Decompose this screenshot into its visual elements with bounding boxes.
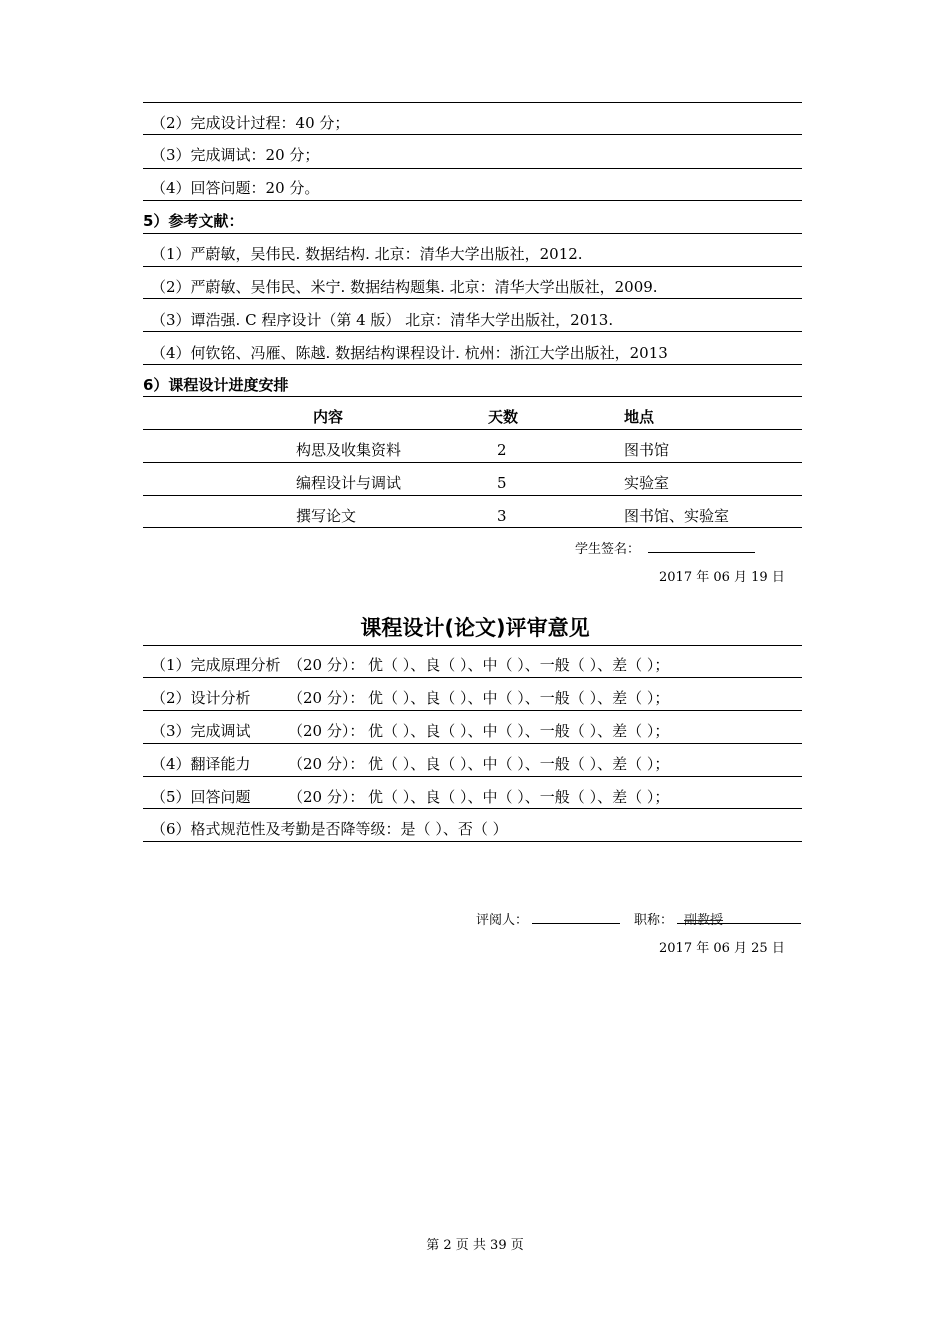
- review-item-grades: 优（ ）、良（ ）、中（ ）、一般（ ）、差（ ）；: [368, 755, 670, 773]
- reference-item: （3）谭浩强. C 程序设计（第 4 版） 北京：清华大学出版社，2013.: [151, 311, 614, 329]
- rule: [143, 266, 802, 267]
- review-item-label: （4）翻译能力: [151, 755, 251, 773]
- rule: [143, 743, 802, 744]
- schedule-cell: 撰写论文: [296, 507, 357, 525]
- rule: [143, 677, 802, 678]
- reference-item: （2）严蔚敏、吴伟民、米宁. 数据结构题集. 北京：清华大学出版社，2009.: [151, 278, 658, 296]
- rule: [143, 776, 802, 777]
- title-label: 职称：: [634, 913, 674, 928]
- title-value: 副教授: [684, 913, 724, 928]
- schedule-cell: 5: [497, 474, 507, 492]
- schedule-col-content: 内容: [313, 408, 344, 426]
- rule: [143, 841, 802, 842]
- rule: [143, 396, 802, 397]
- rule: [143, 495, 802, 496]
- schedule-cell: 图书馆、实验室: [624, 507, 730, 525]
- rule: [143, 233, 802, 234]
- page-footer: 第 2 页 共 39 页: [426, 1238, 524, 1253]
- schedule-col-place: 地点: [624, 408, 655, 426]
- schedule-cell: 图书馆: [624, 441, 670, 459]
- student-sign-date: 2017 年 06 月 19 日: [659, 570, 785, 585]
- review-date: 2017 年 06 月 25 日: [659, 941, 785, 956]
- reviewer-label: 评阅人：: [476, 913, 529, 928]
- rule: [143, 331, 802, 332]
- grading-item: （4）回答问题：20 分。: [151, 179, 320, 197]
- rule: [143, 364, 802, 365]
- schedule-cell: 编程设计与调试: [296, 474, 402, 492]
- schedule-cell: 2: [497, 441, 507, 459]
- rule: [143, 462, 802, 463]
- reference-item: （1）严蔚敏，吴伟民. 数据结构. 北京：清华大学出版社，2012.: [151, 245, 583, 263]
- rule: [143, 168, 802, 169]
- review-title: 课程设计(论文)评审意见: [360, 616, 590, 640]
- schedule-col-days: 天数: [488, 408, 519, 426]
- schedule-cell: 构思及收集资料: [296, 441, 402, 459]
- review-item-label: （1）完成原理分析: [151, 656, 281, 674]
- review-item-grades: 优（ ）、良（ ）、中（ ）、一般（ ）、差（ ）；: [368, 788, 670, 806]
- review-item-score: （20 分）：: [288, 755, 365, 773]
- rule: [143, 808, 802, 809]
- rule: [143, 429, 802, 430]
- rule: [143, 134, 802, 135]
- grading-item: （2）完成设计过程：40 分；: [151, 114, 350, 132]
- review-format-item: （6）格式规范性及考勤是否降等级：是（ ）、否（ ）: [151, 820, 508, 838]
- grading-item: （3）完成调试：20 分；: [151, 146, 320, 164]
- rule: [143, 527, 802, 528]
- student-sign-line: [648, 552, 755, 553]
- reviewer-sign-line: [532, 923, 620, 924]
- review-item-score: （20 分）：: [288, 722, 365, 740]
- review-item-grades: 优（ ）、良（ ）、中（ ）、一般（ ）、差（ ）；: [368, 656, 670, 674]
- schedule-cell: 3: [497, 507, 507, 525]
- reference-item: （4）何钦铭、冯雁、陈越. 数据结构课程设计. 杭州：浙江大学出版社，2013: [151, 344, 668, 362]
- schedule-heading: 6）课程设计进度安排: [143, 376, 289, 394]
- rule: [143, 200, 802, 201]
- rule: [143, 645, 802, 646]
- student-sign-label: 学生签名：: [575, 542, 641, 557]
- rule: [143, 298, 802, 299]
- review-item-label: （3）完成调试: [151, 722, 251, 740]
- review-item-label: （5）回答问题: [151, 788, 251, 806]
- review-item-grades: 优（ ）、良（ ）、中（ ）、一般（ ）、差（ ）；: [368, 722, 670, 740]
- rule: [143, 102, 802, 103]
- review-item-grades: 优（ ）、良（ ）、中（ ）、一般（ ）、差（ ）；: [368, 689, 670, 707]
- review-item-score: （20 分）：: [288, 788, 365, 806]
- review-item-score: （20 分）：: [288, 689, 365, 707]
- rule: [143, 710, 802, 711]
- references-heading: 5）参考文献：: [143, 212, 244, 230]
- title-sign-line: [677, 923, 801, 924]
- review-item-score: （20 分）：: [288, 656, 365, 674]
- review-item-label: （2）设计分析: [151, 689, 251, 707]
- schedule-cell: 实验室: [624, 474, 670, 492]
